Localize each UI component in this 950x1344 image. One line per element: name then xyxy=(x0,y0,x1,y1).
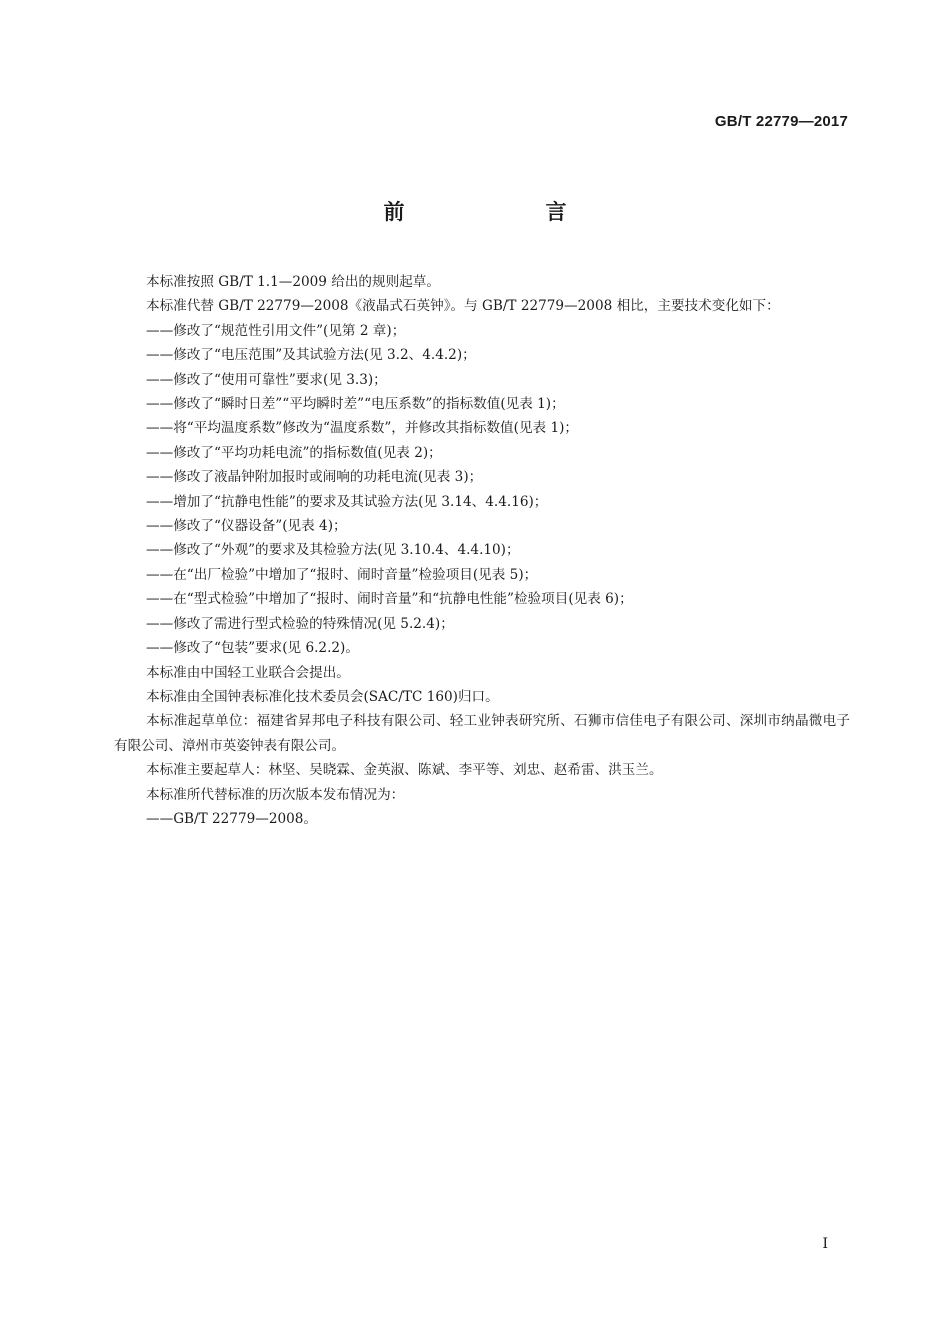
list-item: ——修改了“电压范围”及其试验方法(见 3.2、4.4.2)； xyxy=(146,347,476,364)
list-item: ——在“型式检验”中增加了“报时、闹时音量”和“抗静电性能”检验项目(见表 6)； xyxy=(146,591,633,608)
document-body xyxy=(114,270,850,831)
list-item: ——将“平均温度系数”修改为“温度系数”，并修改其指标数值(见表 1)； xyxy=(146,420,578,437)
list-item: ——修改了“使用可靠性”要求(见 3.3)； xyxy=(146,371,387,388)
page-number: I xyxy=(822,1236,828,1252)
list-item: ——修改了“仪器设备”(见表 4)； xyxy=(146,518,347,535)
list-item: ——修改了“外观”的要求及其检验方法(见 3.10.4、4.4.10)； xyxy=(146,542,520,559)
changes-list xyxy=(114,319,850,661)
paragraph-proposer: 本标准由中国轻工业联合会提出。 xyxy=(146,664,350,681)
list-item: ——修改了“瞬时日差”“平均瞬时差”“电压系数”的指标数值(见表 1)； xyxy=(146,396,565,413)
paragraph-drafting-units: 本标准起草单位：福建省昇邦电子科技有限公司、轻工业钟表研究所、石狮市信佳电子有限公司、深圳市纳晶微电子有限公司、漳州市英姿钟表有限公司。 xyxy=(114,713,850,754)
list-item: ——修改了液晶钟附加报时或闹响的功耗电流(见表 3)； xyxy=(146,469,483,486)
standard-code-header: GB/T 22779—2017 xyxy=(714,113,848,130)
list-item: ——增加了“抗静电性能”的要求及其试验方法(见 3.14、4.4.16)； xyxy=(146,493,548,510)
list-item: ——修改了“规范性引用文件”(见第 2 章)； xyxy=(146,322,406,339)
list-item: ——在“出厂检验”中增加了“报时、闹时音量”检验项目(见表 5)； xyxy=(146,566,538,583)
history-item: ——GB/T 22779—2008。 xyxy=(146,810,318,827)
list-item: ——修改了需进行型式检验的特殊情况(见 5.2.4)； xyxy=(146,615,454,632)
paragraph-replacement: 本标准代替 GB/T 22779—2008《液晶式石英钟》。与 GB/T 22779—2008 相比，主要技术变化如下： xyxy=(146,298,780,315)
paragraph-drafters: 本标准主要起草人：林坚、吴晓霖、金英淑、陈斌、李平等、刘忠、赵希雷、洪玉兰。 xyxy=(146,762,663,779)
page-title: 前 言 xyxy=(383,200,627,224)
paragraph-history-intro: 本标准所代替标准的历次版本发布情况为： xyxy=(146,786,405,803)
list-item: ——修改了“包装”要求(见 6.2.2)。 xyxy=(146,640,359,657)
paragraph-drafting-rules: 本标准按照 GB/T 1.1—2009 给出的规则起草。 xyxy=(146,274,440,290)
list-item: ——修改了“平均功耗电流”的指标数值(见表 2)； xyxy=(146,444,442,461)
paragraph-committee: 本标准由全国钟表标准化技术委员会(SAC/TC 160)归口。 xyxy=(146,688,499,705)
